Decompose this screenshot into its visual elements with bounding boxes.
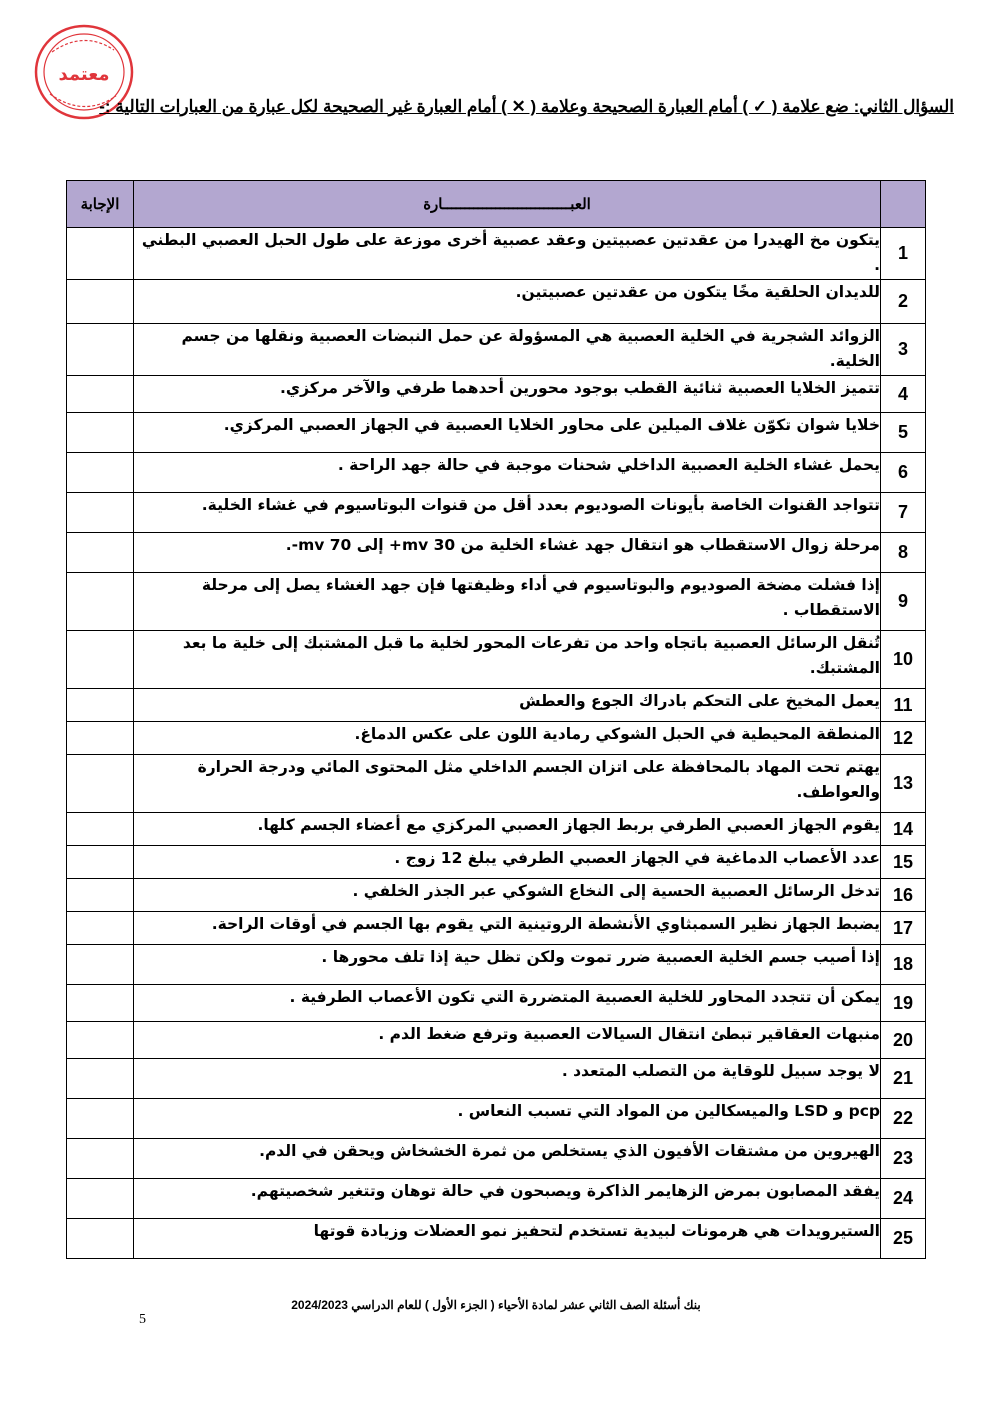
table-row	[67, 846, 926, 879]
table-row	[67, 631, 926, 689]
answer-cell[interactable]	[67, 912, 134, 945]
row-statement: لا يوجد سبيل للوقاية من التصلب المتعدد .	[134, 1059, 881, 1099]
answer-cell[interactable]	[67, 1059, 134, 1099]
row-statement: يضبط الجهاز نظير السمبثاوي الأنشطة الروتينية التي يقوم بها الجسم في أوقات الراحة.	[134, 912, 881, 945]
table-row	[67, 912, 926, 945]
row-number: 7	[881, 493, 926, 533]
answer-cell[interactable]	[67, 689, 134, 722]
table-row	[67, 813, 926, 846]
row-statement: تتميز الخلايا العصبية ثنائية القطب بوجود محورين أحدهما طرفي والآخر مركزي.	[134, 376, 881, 413]
header-answer: الإجابة	[67, 181, 134, 228]
table-row	[67, 376, 926, 413]
row-number: 12	[881, 722, 926, 755]
table-row	[67, 755, 926, 813]
row-number: 21	[881, 1059, 926, 1099]
table-row	[67, 1059, 926, 1099]
answer-cell[interactable]	[67, 324, 134, 376]
answer-cell[interactable]	[67, 453, 134, 493]
answer-cell[interactable]	[67, 879, 134, 912]
table-row	[67, 1179, 926, 1219]
row-statement: إذا فشلت مضخة الصوديوم والبوتاسيوم في أداء وظيفتها فإن جهد الغشاء يصل إلى مرحلة الاستقطاب .	[134, 573, 881, 631]
answer-cell[interactable]	[67, 1139, 134, 1179]
answer-cell[interactable]	[67, 413, 134, 453]
table-row	[67, 573, 926, 631]
answer-cell[interactable]	[67, 493, 134, 533]
row-statement: يهتم تحت المهاد بالمحافظة على اتزان الجسم الداخلي مثل المحتوى المائي ودرجة الحرارة والعواطف.	[134, 755, 881, 813]
row-number: 16	[881, 879, 926, 912]
row-statement: الستيرويدات هي هرمونات لبيدية تستخدم لتحفيز نمو العضلات وزيادة قوتها	[134, 1219, 881, 1259]
row-statement: يتكون مخ الهيدرا من عقدتين عصبيتين وعقد عصبية أخرى موزعة على طول الحبل العصبي البطني .	[134, 228, 881, 280]
answer-cell[interactable]	[67, 631, 134, 689]
statements-table	[66, 180, 926, 1259]
row-number: 24	[881, 1179, 926, 1219]
row-number: 18	[881, 945, 926, 985]
row-statement: تتواجد القنوات الخاصة بأيونات الصوديوم بعدد أقل من قنوات البوتاسيوم في غشاء الخلية.	[134, 493, 881, 533]
row-statement: يحمل غشاء الخلية العصبية الداخلي شحنات موجبة في حالة جهد الراحة .	[134, 453, 881, 493]
row-statement: تُنقل الرسائل العصبية باتجاه واحد من تفرعات المحور لخلية ما قبل المشتبك إلى خلية ما بعد المشتبك.	[134, 631, 881, 689]
table-row	[67, 453, 926, 493]
header-number-cell	[881, 181, 926, 228]
row-number: 10	[881, 631, 926, 689]
header-statement: العبـــــــــــــــــــــــــــــارة	[134, 181, 881, 228]
row-statement: المنطقة المحيطية في الحبل الشوكي رمادية اللون على عكس الدماغ.	[134, 722, 881, 755]
answer-cell[interactable]	[67, 533, 134, 573]
table-row	[67, 1219, 926, 1259]
row-number: 5	[881, 413, 926, 453]
row-number: 1	[881, 228, 926, 280]
answer-cell[interactable]	[67, 755, 134, 813]
row-statement: يقوم الجهاز العصبي الطرفي بربط الجهاز العصبي المركزي مع أعضاء الجسم كلها.	[134, 813, 881, 846]
question-title: السؤال الثاني: ضع علامة ( ✓ ) أمام العبارة الصحيحة وعلامة ( ✕ ) أمام العبارة غير الصحيحة لكل عبارة من العبارات التالية :-	[99, 97, 954, 116]
row-number: 2	[881, 280, 926, 324]
row-statement: يعمل المخيخ على التحكم بادراك الجوع والعطش	[134, 689, 881, 722]
table-row	[67, 879, 926, 912]
answer-cell[interactable]	[67, 1099, 134, 1139]
answer-cell[interactable]	[67, 813, 134, 846]
table-row	[67, 1139, 926, 1179]
answer-cell[interactable]	[67, 1179, 134, 1219]
row-number: 11	[881, 689, 926, 722]
row-statement: خلايا شوان تكوّن غلاف الميلين على محاور الخلايا العصبية في الجهاز العصبي المركزي.	[134, 413, 881, 453]
row-number: 9	[881, 573, 926, 631]
svg-text:معتمد: معتمد	[58, 64, 110, 85]
row-number: 15	[881, 846, 926, 879]
answer-cell[interactable]	[67, 1219, 134, 1259]
row-number: 22	[881, 1099, 926, 1139]
table-row	[67, 533, 926, 573]
row-statement: pcp و LSD والميسكالين من المواد التي تسبب النعاس .	[134, 1099, 881, 1139]
page-footer: بنك أسئلة الصف الثاني عشر لمادة الأحياء ( الجزء الأول ) للعام الدراسي 2024/2023	[291, 1298, 701, 1312]
table-row	[67, 1099, 926, 1139]
table-row	[67, 228, 926, 280]
table-row	[67, 280, 926, 324]
answer-cell[interactable]	[67, 280, 134, 324]
answer-cell[interactable]	[67, 985, 134, 1022]
row-number: 23	[881, 1139, 926, 1179]
row-number: 25	[881, 1219, 926, 1259]
row-statement: مرحلة زوال الاستقطاب هو انتقال جهد غشاء الخلية من 30 mv+ إلى 70 mv-.	[134, 533, 881, 573]
row-statement: تدخل الرسائل العصبية الحسية إلى النخاع الشوكي عبر الجذر الخلفي .	[134, 879, 881, 912]
answer-cell[interactable]	[67, 722, 134, 755]
row-statement: إذا أصيب جسم الخلية العصبية ضرر تموت ولكن تظل حية إذا تلف محورها .	[134, 945, 881, 985]
row-number: 6	[881, 453, 926, 493]
table-row	[67, 722, 926, 755]
row-number: 8	[881, 533, 926, 573]
row-number: 19	[881, 985, 926, 1022]
row-statement: عدد الأعصاب الدماغية في الجهاز العصبي الطرفي يبلغ 12 زوج .	[134, 846, 881, 879]
answer-cell[interactable]	[67, 228, 134, 280]
row-number: 3	[881, 324, 926, 376]
row-number: 4	[881, 376, 926, 413]
row-number: 20	[881, 1022, 926, 1059]
answer-cell[interactable]	[67, 1022, 134, 1059]
table-row	[67, 413, 926, 453]
table-row	[67, 689, 926, 722]
row-statement: الهيروين من مشتقات الأفيون الذي يستخلص من ثمرة الخشخاش ويحقن في الدم.	[134, 1139, 881, 1179]
table-row	[67, 1022, 926, 1059]
row-statement: يمكن أن تتجدد المحاور للخلية العصبية المتضررة التي تكون الأعصاب الطرفية .	[134, 985, 881, 1022]
table-row	[67, 324, 926, 376]
table-row	[67, 945, 926, 985]
table-header-row	[67, 181, 926, 228]
row-number: 17	[881, 912, 926, 945]
row-number: 14	[881, 813, 926, 846]
answer-cell[interactable]	[67, 945, 134, 985]
table-row	[67, 985, 926, 1022]
row-number: 13	[881, 755, 926, 813]
row-statement: منبهات العقاقير تبطئ انتقال السيالات العصبية وترفع ضغط الدم .	[134, 1022, 881, 1059]
row-statement: للديدان الحلقية مخًا يتكون من عقدتين عصبيتين.	[134, 280, 881, 324]
table-row	[67, 493, 926, 533]
page-number: 5	[139, 1312, 146, 1327]
answer-cell[interactable]	[67, 846, 134, 879]
answer-cell[interactable]	[67, 376, 134, 413]
answer-cell[interactable]	[67, 573, 134, 631]
row-statement: الزوائد الشجرية في الخلية العصبية هي المسؤولة عن حمل النبضات العصبية ونقلها من جسم الخلية.	[134, 324, 881, 376]
row-statement: يفقد المصابون بمرض الزهايمر الذاكرة ويصبحون في حالة توهان وتتغير شخصيتهم.	[134, 1179, 881, 1219]
